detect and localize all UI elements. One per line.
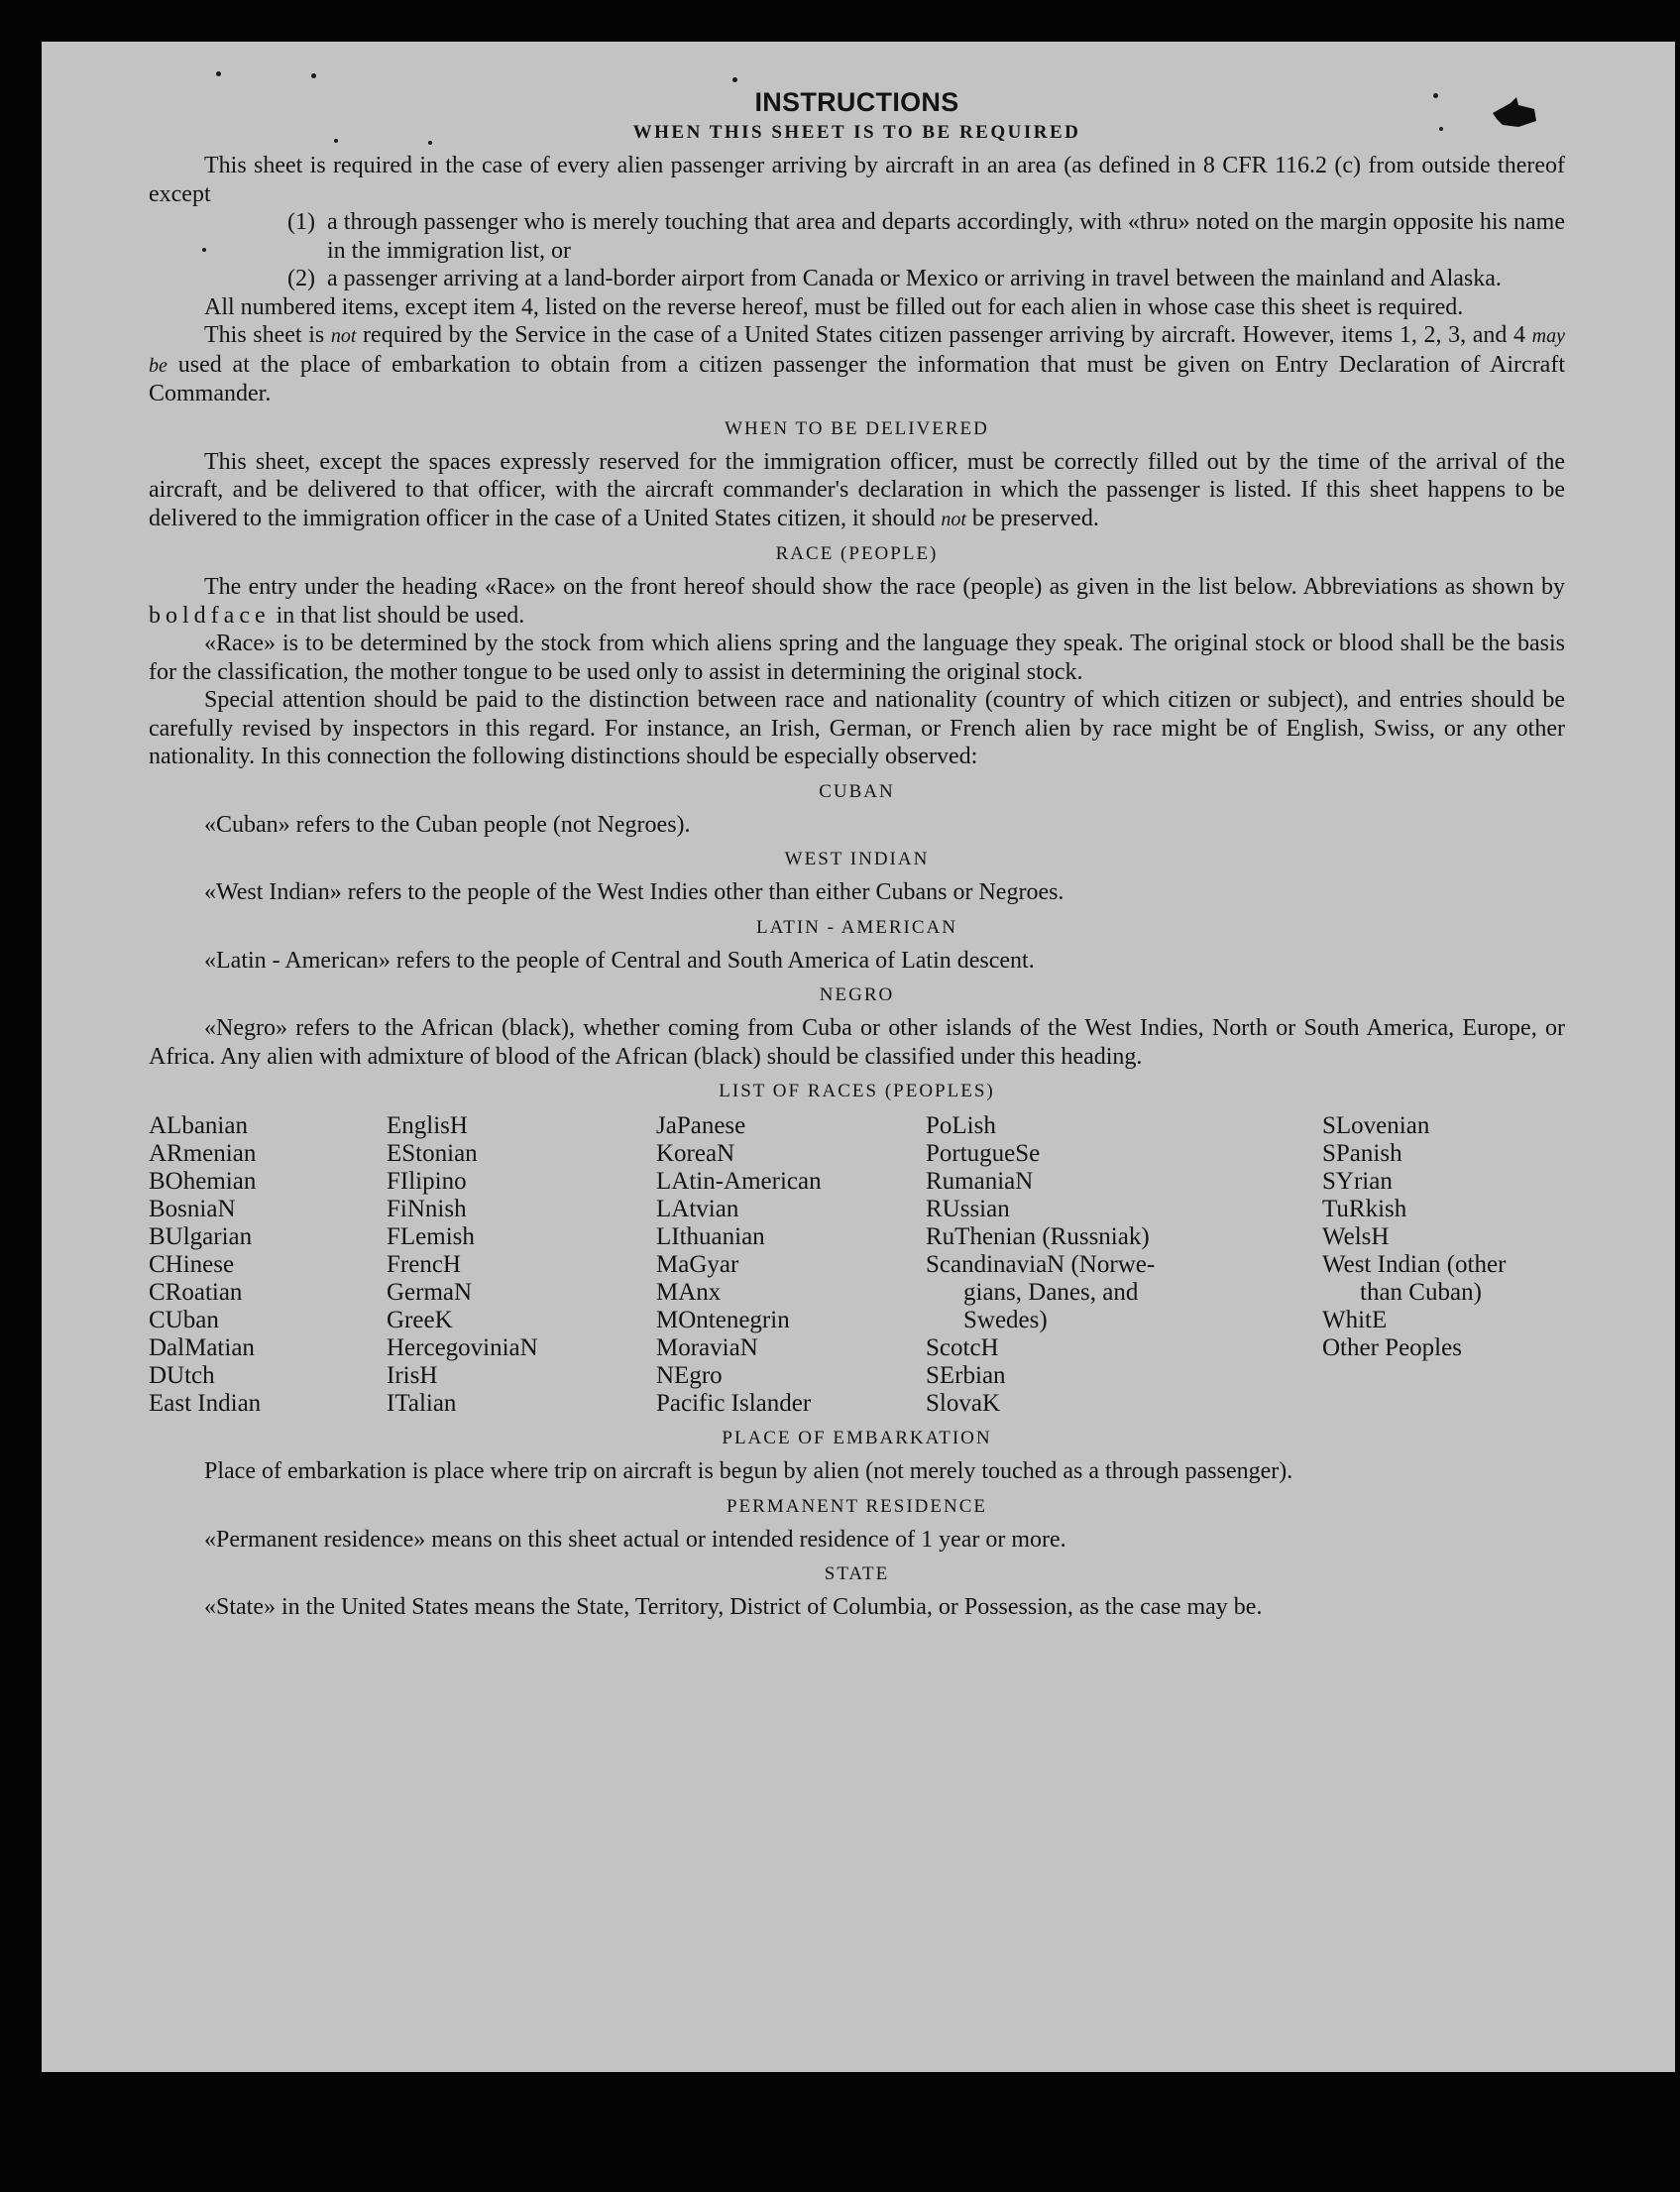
section-heading-cuban: CUBAN xyxy=(819,780,895,802)
race-entry: RumaniaN xyxy=(926,1168,1034,1195)
race-entry: KoreaN xyxy=(656,1140,735,1167)
race-entry: SlovaK xyxy=(926,1390,1000,1417)
race-entry: SErbian xyxy=(926,1362,1006,1389)
section-heading-delivered: WHEN TO BE DELIVERED xyxy=(725,417,989,439)
race-entry-continued: than Cuban) xyxy=(1360,1279,1482,1306)
numbered-items-paragraph: All numbered items, except item 4, listed on the reverse hereof, must be filled out for each alien in whose case this sheet is required. xyxy=(204,293,1464,320)
exception-number: (1) xyxy=(287,209,315,235)
race-column-2 xyxy=(387,1112,656,1418)
race-entry: MaGyar xyxy=(656,1251,739,1278)
ink-blot-mark xyxy=(1489,97,1538,131)
race-entry: FLemish xyxy=(387,1223,475,1250)
race-paragraph-3: Special attention should be paid to the distinction between race and nationality (country of which citizen or subject), and entries should be carefully revised by inspectors in this regard. For instance, an Irish, German, or French alien by race might be of English, Swiss, or any other nationality. In this connection the following distinctions should be especially observed: xyxy=(149,687,1565,769)
ink-speck xyxy=(732,77,737,82)
page-title: INSTRUCTIONS xyxy=(754,87,959,117)
section-heading-negro: NEGRO xyxy=(819,984,895,1005)
delivered-paragraph: This sheet, except the spaces expressly reserved for the immigration officer, must be correctly filled out by the time of the arrival of the aircraft, and be delivered to that officer, with the aircraft commander's declaration in which the passenger is listed. If this sheet happens to be delivered to the immigration officer in the case of a United States citizen, it should not be preserved. xyxy=(149,448,1565,531)
ink-speck xyxy=(202,248,206,252)
race-entry: DUtch xyxy=(149,1362,215,1389)
emphasis-may-be: may be xyxy=(149,325,1565,377)
instruction-sheet xyxy=(42,42,1675,2072)
race-entry: CRoatian xyxy=(149,1279,243,1306)
section-heading-list-of-races: LIST OF RACES (PEOPLES) xyxy=(719,1081,995,1101)
race-entry: LIthuanian xyxy=(656,1223,765,1250)
race-entry: CUban xyxy=(149,1307,219,1333)
citizen-paragraph: This sheet is not required by the Service in the case of a United States citizen passenger arriving by aircraft. However, items 1, 2, 3, and 4 may be used at the place of embarkation to obtain from a citizen passenger the information that must be given on Entry Declaration of Aircraft Commander. xyxy=(149,322,1565,406)
race-entry: ITalian xyxy=(387,1390,457,1417)
race-entry: BUlgarian xyxy=(149,1223,253,1250)
race-entry: West Indian (other xyxy=(1322,1251,1507,1278)
west-indian-definition: «West Indian» refers to the people of the West Indies other than either Cubans or Negroes. xyxy=(204,879,1064,905)
race-entry: MAnx xyxy=(656,1279,722,1306)
race-entry-continued: gians, Danes, and xyxy=(963,1279,1139,1306)
race-entry: FrencH xyxy=(387,1251,461,1278)
race-entry: LAtvian xyxy=(656,1196,739,1222)
ink-speck xyxy=(216,71,221,76)
race-entry: JaPanese xyxy=(656,1112,746,1139)
section-heading-state: STATE xyxy=(824,1563,890,1584)
section-heading-west-indian: WEST INDIAN xyxy=(784,849,930,869)
race-column-4 xyxy=(926,1112,1322,1418)
race-entry: SLovenian xyxy=(1322,1112,1430,1139)
ink-speck xyxy=(334,139,338,143)
race-column-5 xyxy=(1322,1112,1565,1418)
race-entry: IrisH xyxy=(387,1362,438,1389)
required-intro: This sheet is required in the case of every alien passenger arriving by aircraft in an area (as defined in 8 CFR 116.2 (c) from outside thereof except xyxy=(149,153,1565,207)
race-entry: HercegoviniaN xyxy=(387,1334,538,1361)
race-entry: FiNnish xyxy=(387,1196,467,1222)
race-column-3 xyxy=(656,1112,926,1418)
race-entry: BOhemian xyxy=(149,1168,257,1195)
ink-speck xyxy=(1439,127,1443,131)
race-entry: ScotcH xyxy=(926,1334,999,1361)
race-entry: DalMatian xyxy=(149,1334,255,1361)
race-entry-continued: Swedes) xyxy=(963,1307,1048,1333)
race-entry: GreeK xyxy=(387,1307,453,1333)
ink-speck xyxy=(311,73,316,78)
ink-speck xyxy=(428,141,432,145)
exception-text: a passenger arriving at a land-border airport from Canada or Mexico or arriving in travel between the mainland and Alaska. xyxy=(327,266,1502,291)
boldface-word: boldface xyxy=(149,602,271,629)
section-heading-required: WHEN THIS SHEET IS TO BE REQUIRED xyxy=(632,122,1081,143)
section-heading-residence: PERMANENT RESIDENCE xyxy=(726,1495,988,1517)
race-entry: CHinese xyxy=(149,1251,235,1278)
race-entry: East Indian xyxy=(149,1390,262,1417)
race-entry: NEgro xyxy=(656,1362,723,1389)
embarkation-definition: Place of embarkation is place where trip on aircraft is begun by alien (not merely touched as a through passenger). xyxy=(204,1458,1293,1484)
race-entry: MOntenegrin xyxy=(656,1307,790,1333)
exception-item-1 xyxy=(149,208,1565,265)
emphasis-not: not xyxy=(330,325,357,347)
race-entry: Pacific Islander xyxy=(656,1390,812,1417)
residence-definition: «Permanent residence» means on this sheet actual or intended residence of 1 year or more. xyxy=(204,1526,1066,1553)
emphasis-not: not xyxy=(941,508,966,530)
race-entry: WelsH xyxy=(1322,1223,1390,1250)
cuban-definition: «Cuban» refers to the Cuban people (not Negroes). xyxy=(204,811,691,838)
race-entry: LAtin-American xyxy=(656,1168,822,1195)
race-entry: GermaN xyxy=(387,1279,473,1306)
section-heading-race: RACE (PEOPLE) xyxy=(775,543,939,564)
race-entry: TuRkish xyxy=(1322,1196,1407,1222)
race-entry: BosniaN xyxy=(149,1196,236,1222)
ink-speck xyxy=(1433,93,1438,98)
race-paragraph-1: The entry under the heading «Race» on the front hereof should show the race (people) as given in the list below. Abbreviations as shown by boldface in that list should be used. xyxy=(149,574,1565,629)
race-entry: RuThenian (Russniak) xyxy=(926,1223,1150,1250)
race-entry: PortugueSe xyxy=(926,1140,1041,1167)
race-entry: MoraviaN xyxy=(656,1334,758,1361)
exception-item-2 xyxy=(149,265,1565,293)
race-entry: ScandinaviaN (Norwe- xyxy=(926,1251,1156,1278)
latin-american-definition: «Latin - American» refers to the people of Central and South America of Latin descent. xyxy=(204,947,1035,974)
race-entry: EnglisH xyxy=(387,1112,468,1139)
race-paragraph-2: «Race» is to be determined by the stock from which aliens spring and the language they speak. The original stock or blood shall be the basis for the classification, the mother tongue to be used only to assist in determining the original stock. xyxy=(149,631,1565,685)
section-heading-latin-american: LATIN - AMERICAN xyxy=(756,916,957,938)
race-list xyxy=(149,1112,1565,1418)
race-entry: EStonian xyxy=(387,1140,478,1167)
race-entry: ALbanian xyxy=(149,1112,248,1139)
race-entry: ARmenian xyxy=(149,1140,257,1167)
exception-number: (2) xyxy=(287,266,315,291)
state-definition: «State» in the United States means the State, Territory, District of Columbia, or Possession, as the case may be. xyxy=(204,1594,1263,1620)
race-entry: FIlipino xyxy=(387,1168,467,1195)
race-entry: SYrian xyxy=(1322,1168,1393,1195)
race-entry: SPanish xyxy=(1322,1140,1402,1167)
negro-definition: «Negro» refers to the African (black), whether coming from Cuba or other islands of the West Indies, North or South America, Europe, or Africa. Any alien with admixture of blood of the African (black) should be classified under this heading. xyxy=(149,1015,1565,1070)
race-column-1 xyxy=(149,1112,387,1418)
exception-text: a through passenger who is merely touching that area and departs accordingly, with «thru» noted on the margin opposite his name in the immigration list, or xyxy=(327,209,1565,264)
race-entry: RUssian xyxy=(926,1196,1010,1222)
race-entry: WhitE xyxy=(1322,1307,1388,1333)
race-entry: Other Peoples xyxy=(1322,1334,1462,1361)
race-entry: PoLish xyxy=(926,1112,996,1139)
section-heading-embarkation: PLACE OF EMBARKATION xyxy=(722,1428,992,1448)
